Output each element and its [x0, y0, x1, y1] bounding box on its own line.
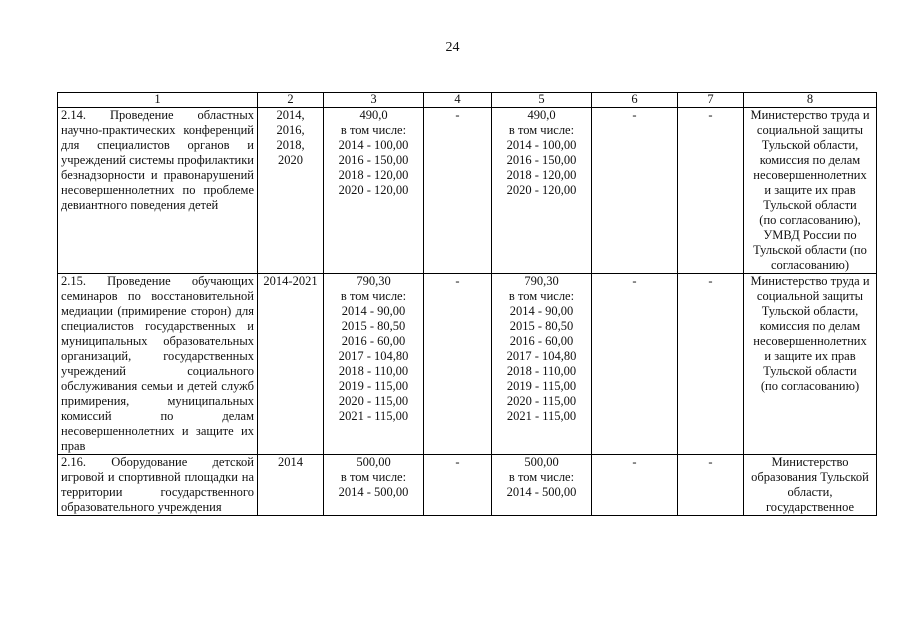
- years-cell: [258, 455, 324, 516]
- col6-cell: -: [592, 455, 678, 516]
- col7-cell: -: [678, 274, 744, 455]
- cell-line: 2017 - 104,80: [506, 349, 577, 363]
- header-col-2: 2: [258, 93, 324, 108]
- header-col-1: 1: [58, 93, 258, 108]
- cell-line: в том числе:: [508, 289, 575, 303]
- cell-line: комиссия по делам: [759, 153, 861, 167]
- total-funding-cell: [324, 455, 424, 516]
- cell-line: УМВД России по: [763, 228, 857, 242]
- cell-line: в том числе:: [340, 289, 407, 303]
- cell-line: и защите их прав: [764, 349, 856, 363]
- table-row: [58, 455, 877, 516]
- cell-line: согласованию): [770, 258, 850, 272]
- header-col-8: 8: [744, 93, 877, 108]
- cell-line: 2014 - 100,00: [338, 138, 409, 152]
- years-cell: [258, 274, 324, 455]
- cell-line: 2020 - 115,00: [506, 394, 577, 408]
- header-col-5: 5: [492, 93, 592, 108]
- cell-line: 2014-2021: [263, 274, 318, 288]
- col6-cell: -: [592, 274, 678, 455]
- cell-line: 2014 - 90,00: [509, 304, 574, 318]
- cell-line: 2018 - 110,00: [506, 364, 577, 378]
- cell-line: (по согласованию),: [759, 213, 861, 227]
- measure-cell: 2.16. Оборудование детской игровой и спортивной площадки на территории государственного образовательного учреждения: [58, 455, 258, 516]
- cell-line: 790,30: [524, 274, 559, 288]
- cell-line: 500,00: [356, 455, 391, 469]
- header-col-4: 4: [424, 93, 492, 108]
- cell-line: 490,0: [359, 108, 388, 122]
- cell-line: 2016,: [276, 123, 305, 137]
- cell-line: 2014 - 100,00: [506, 138, 577, 152]
- col5-cell: [492, 274, 592, 455]
- cell-line: 2014,: [276, 108, 305, 122]
- cell-line: 2018 - 120,00: [506, 168, 577, 182]
- cell-line: Тульской области,: [761, 304, 859, 318]
- cell-line: образования Тульской: [751, 470, 869, 484]
- executors-cell: [744, 274, 877, 455]
- cell-line: 790,30: [356, 274, 391, 288]
- header-col-6: 6: [592, 93, 678, 108]
- cell-line: области,: [787, 485, 833, 499]
- cell-line: в том числе:: [340, 123, 407, 137]
- cell-line: 2020 - 120,00: [338, 183, 409, 197]
- cell-line: Министерство труда и: [750, 108, 870, 122]
- cell-line: 2015 - 80,50: [509, 319, 574, 333]
- col7-cell: -: [678, 108, 744, 274]
- header-col-7: 7: [678, 93, 744, 108]
- cell-line: 500,00: [524, 455, 559, 469]
- col4-cell: -: [424, 274, 492, 455]
- cell-line: 2020: [278, 153, 303, 167]
- cell-line: 2021 - 115,00: [506, 409, 577, 423]
- cell-line: Тульской области: [763, 198, 857, 212]
- cell-line: в том числе:: [340, 470, 407, 484]
- col5-cell: [492, 455, 592, 516]
- cell-line: комиссия по делам: [759, 319, 861, 333]
- cell-line: (по согласованию): [760, 379, 860, 393]
- cell-line: 2016 - 150,00: [506, 153, 577, 167]
- total-funding-cell: [324, 108, 424, 274]
- cell-line: несовершеннолетних: [753, 168, 867, 182]
- years-cell: [258, 108, 324, 274]
- cell-line: Тульской области,: [761, 138, 859, 152]
- header-row: [58, 93, 877, 108]
- measures-table: [57, 92, 877, 516]
- cell-line: Тульской области (по: [753, 243, 867, 257]
- col4-cell: -: [424, 108, 492, 274]
- measure-cell: 2.14. Проведение областных научно-практических конференций для специалистов органов и учреждений системы профилактики безнадзорности и правонарушений несовершеннолетних по проблеме девиантного поведения детей: [58, 108, 258, 274]
- cell-line: 2014 - 500,00: [338, 485, 409, 499]
- cell-line: в том числе:: [508, 123, 575, 137]
- header-col-3: 3: [324, 93, 424, 108]
- cell-line: 2014 - 90,00: [341, 304, 406, 318]
- cell-line: в том числе:: [508, 470, 575, 484]
- cell-line: 2020 - 115,00: [338, 394, 409, 408]
- table-row: [58, 274, 877, 455]
- cell-line: 2018 - 110,00: [338, 364, 409, 378]
- cell-line: Министерство труда и: [750, 274, 870, 288]
- cell-line: Министерство: [771, 455, 849, 469]
- cell-line: и защите их прав: [764, 183, 856, 197]
- executors-cell: [744, 455, 877, 516]
- cell-line: социальной защиты: [756, 123, 864, 137]
- cell-line: государственное: [765, 500, 855, 514]
- cell-line: 2016 - 60,00: [341, 334, 406, 348]
- cell-line: Тульской области: [763, 364, 857, 378]
- cell-line: 2021 - 115,00: [338, 409, 409, 423]
- total-funding-cell: [324, 274, 424, 455]
- page-number: 24: [445, 40, 460, 55]
- cell-line: 2019 - 115,00: [506, 379, 577, 393]
- executors-cell: [744, 108, 877, 274]
- cell-line: 2019 - 115,00: [338, 379, 409, 393]
- cell-line: социальной защиты: [756, 289, 864, 303]
- col6-cell: -: [592, 108, 678, 274]
- cell-line: 2016 - 60,00: [509, 334, 574, 348]
- col4-cell: -: [424, 455, 492, 516]
- cell-line: 490,0: [527, 108, 556, 122]
- cell-line: 2018,: [276, 138, 305, 152]
- cell-line: 2020 - 120,00: [506, 183, 577, 197]
- cell-line: 2014 - 500,00: [506, 485, 577, 499]
- measure-cell: 2.15. Проведение обучающих семинаров по восстановительной медиации (примирение сторон) для специалистов государственных и муниципальных образовательных организаций, государственных учреждений социального обслуживания семьи и детей служб примирения, муниципальных комиссий по делам несовершеннолетних и защите их прав: [58, 274, 258, 455]
- col7-cell: -: [678, 455, 744, 516]
- cell-line: 2015 - 80,50: [341, 319, 406, 333]
- cell-line: несовершеннолетних: [753, 334, 867, 348]
- col5-cell: [492, 108, 592, 274]
- cell-line: 2018 - 120,00: [338, 168, 409, 182]
- cell-line: 2016 - 150,00: [338, 153, 409, 167]
- cell-line: 2014: [278, 455, 303, 469]
- table-row: [58, 108, 877, 274]
- cell-line: 2017 - 104,80: [338, 349, 409, 363]
